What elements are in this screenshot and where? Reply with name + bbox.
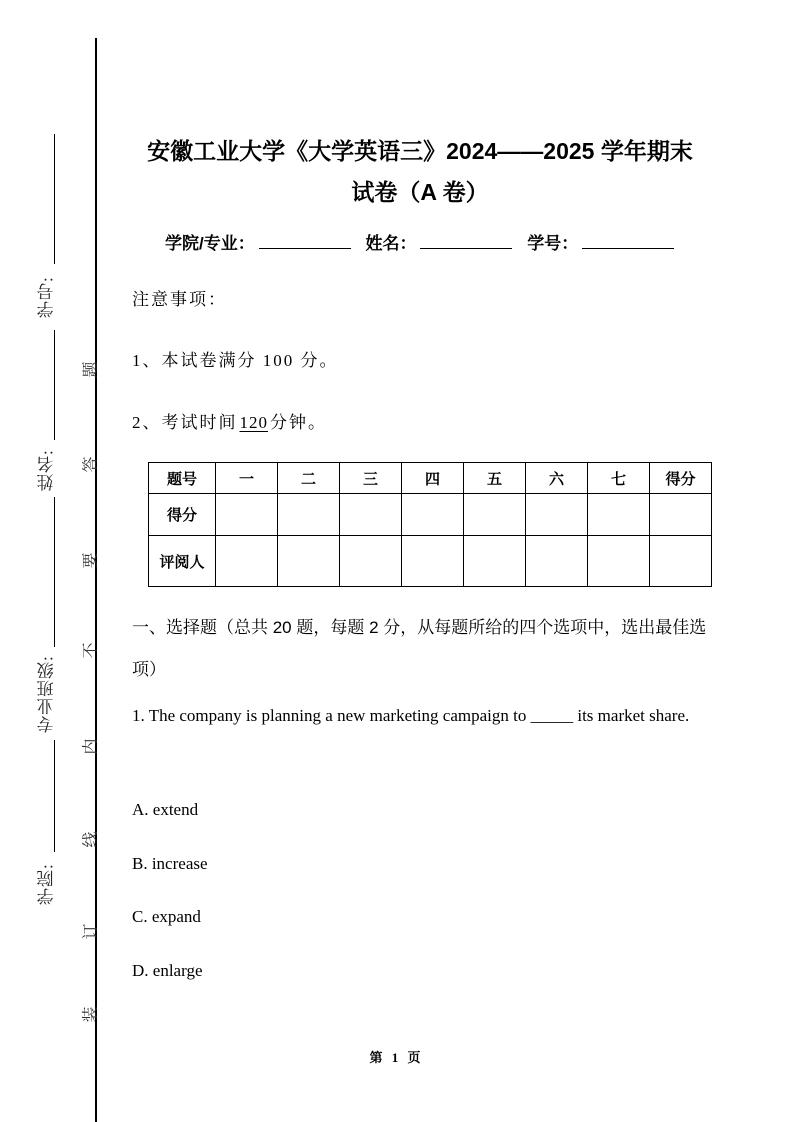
row-label: 评阅人	[149, 536, 216, 587]
binding-line	[95, 38, 97, 1122]
header-cell: 二	[278, 463, 340, 494]
score-cell[interactable]	[588, 494, 650, 536]
student-id-label: 学号：	[527, 234, 579, 253]
header-cell: 三	[340, 463, 402, 494]
note-item-1: 1、本试卷满分 100 分。	[132, 351, 339, 370]
margin-warning-char: 内	[82, 738, 100, 755]
header-cell: 四	[402, 463, 464, 494]
score-cell[interactable]	[526, 494, 588, 536]
header-cell: 题号	[149, 463, 216, 494]
reviewer-cell[interactable]	[464, 536, 526, 587]
question-1-option-b: B. increase	[132, 854, 208, 873]
header-cell: 六	[526, 463, 588, 494]
exam-title-line1: 安徽工业大学《大学英语三》2024——2025 学年期末	[147, 138, 693, 164]
name-label: 姓名：	[365, 234, 417, 253]
score-cell[interactable]	[340, 494, 402, 536]
page-number: 第 1 页	[369, 1050, 424, 1065]
side-label-name: 姓名:	[37, 449, 57, 491]
score-row	[149, 494, 712, 536]
header-cell: 得分	[650, 463, 712, 494]
student-id-line	[54, 134, 55, 264]
header-cell: 七	[588, 463, 650, 494]
reviewer-cell[interactable]	[278, 536, 340, 587]
margin-warning-char: 不	[82, 642, 100, 659]
exam-duration-value: 120	[239, 413, 268, 432]
margin-warning-char: 线	[82, 831, 100, 848]
margin-warning-char: 订	[82, 923, 100, 940]
name-blank[interactable]	[420, 232, 512, 249]
name-line-top	[54, 330, 55, 440]
score-cell[interactable]	[464, 494, 526, 536]
reviewer-cell[interactable]	[650, 536, 712, 587]
score-table	[148, 462, 712, 587]
name-line	[54, 497, 55, 647]
major-class-line	[54, 740, 55, 852]
row-label: 得分	[149, 494, 216, 536]
question-1-option-c: C. expand	[132, 907, 201, 926]
reviewer-cell[interactable]	[216, 536, 278, 587]
reviewer-cell[interactable]	[588, 536, 650, 587]
margin-warning-char: 答	[82, 456, 100, 473]
reviewer-cell[interactable]	[526, 536, 588, 587]
margin-warning-char: 装	[82, 1006, 100, 1023]
student-info-line	[165, 229, 684, 254]
score-cell[interactable]	[402, 494, 464, 536]
side-label-major-class: 专业班级:	[37, 655, 57, 733]
question-1-option-a: A. extend	[132, 800, 199, 819]
score-cell[interactable]	[216, 494, 278, 536]
score-cell[interactable]	[278, 494, 340, 536]
notes-heading: 注意事项：	[132, 290, 227, 309]
side-label-student-id: 学号:	[37, 276, 57, 318]
exam-title-line2: 试卷（A 卷）	[351, 179, 489, 205]
reviewer-cell[interactable]	[340, 536, 402, 587]
question-1-text: 1. The company is planning a new marketing campaign to _____ its market share.	[132, 706, 690, 725]
section-heading-multiple-choice: 一、选择题（总共 20 题，每题 2 分，从每题所给的四个选项中，选出最佳选项）	[132, 618, 707, 679]
reviewer-cell[interactable]	[402, 536, 464, 587]
note-item-2: 2、考试时间 120 分钟。	[132, 413, 327, 432]
margin-warning-char: 题	[82, 361, 100, 378]
reviewer-row	[149, 536, 712, 587]
college-major-blank[interactable]	[259, 232, 351, 249]
header-cell: 五	[464, 463, 526, 494]
question-1-option-d: D. enlarge	[132, 961, 203, 980]
student-id-blank[interactable]	[582, 232, 674, 249]
header-cell: 一	[216, 463, 278, 494]
margin-warning-char: 要	[82, 552, 100, 569]
college-major-label: 学院/专业：	[165, 234, 255, 253]
score-table-header-row	[149, 463, 712, 494]
score-cell[interactable]	[650, 494, 712, 536]
side-label-college: 学院:	[37, 863, 57, 905]
